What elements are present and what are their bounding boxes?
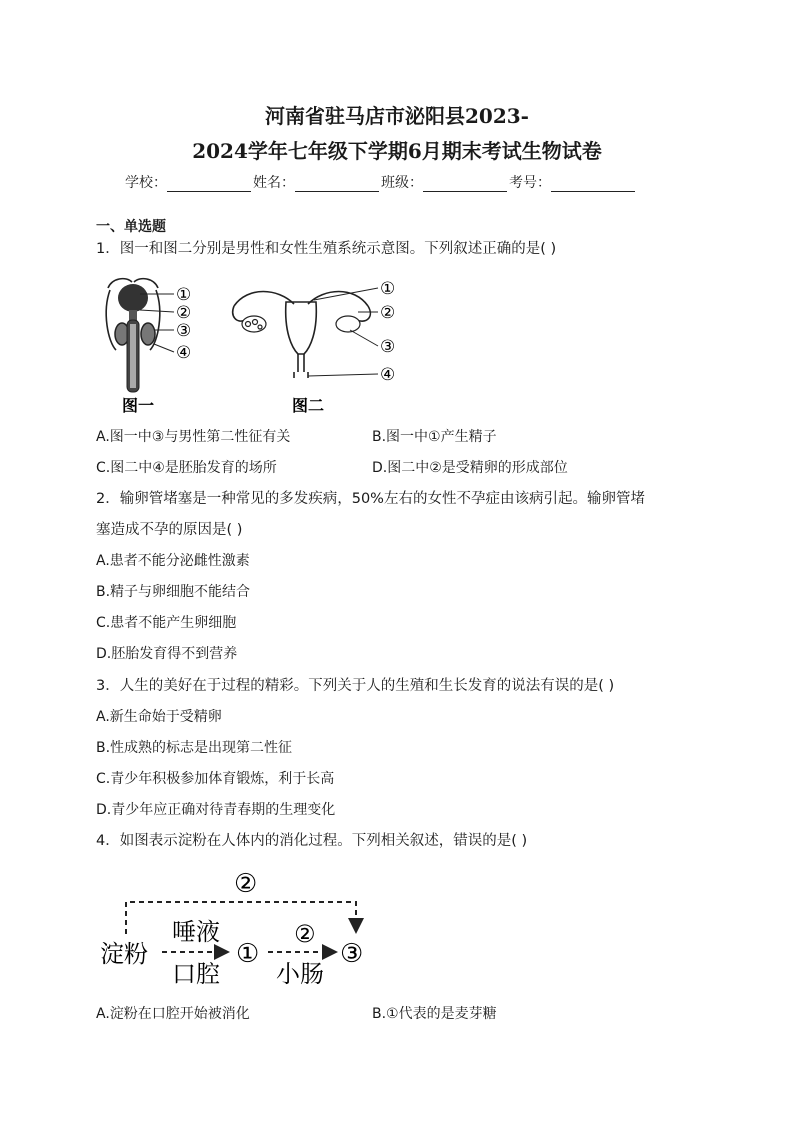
bypass-arrow — [126, 902, 356, 934]
diagram-n2-top: ② — [234, 869, 258, 899]
diagram-starch: 淀粉 — [100, 940, 148, 968]
marker-f1: ① — [380, 279, 396, 299]
q1-option-d[interactable]: D.图二中②是受精卵的形成部位 — [372, 460, 568, 476]
male-reproductive-figure — [98, 272, 208, 418]
diagram-n2-mid: ② — [294, 920, 316, 948]
school-blank[interactable] — [167, 176, 251, 192]
diagram-mouth: 口腔 — [172, 960, 220, 988]
q1-option-c[interactable]: C.图二中④是胚胎发育的场所 — [96, 460, 277, 476]
student-info-row — [125, 172, 685, 192]
marker-f3: ③ — [380, 337, 396, 357]
q3-stem: 3．人生的美好在于过程的精彩。下列关于人的生殖和生长发育的说法有误的是( ) — [96, 678, 615, 694]
exam-title-line2: 2024学年七年级下学期6月期末考试生物试卷 — [192, 139, 602, 163]
q2-option-c[interactable]: C.患者不能产生卵细胞 — [96, 615, 237, 631]
leader-line-4 — [154, 344, 174, 352]
diagram-n1: ① — [236, 939, 260, 969]
diagram-saliva: 唾液 — [172, 918, 220, 946]
marker-3: ③ — [176, 321, 192, 341]
ovary-right-shape — [336, 316, 360, 332]
q2-stem-line2: 塞造成不孕的原因是( ) — [96, 522, 243, 538]
bladder-shape — [118, 284, 148, 312]
fig2-caption: 图二 — [292, 396, 325, 415]
q4-option-b[interactable]: B.①代表的是麦芽糖 — [372, 1006, 497, 1022]
q1-stem: 1．图一和图二分别是男性和女性生殖系统示意图。下列叙述正确的是( ) — [96, 241, 557, 257]
q2-option-b[interactable]: B.精子与卵细胞不能结合 — [96, 584, 251, 600]
school-label: 学校： — [125, 175, 167, 191]
female-reproductive-figure — [228, 272, 408, 418]
q4-stem: 4．如图表示淀粉在人体内的消化过程。下列相关叙述，错误的是( ) — [96, 833, 528, 849]
exam-no-label: 考号： — [509, 175, 551, 191]
leader-line-2 — [140, 310, 174, 312]
q4-option-a[interactable]: A.淀粉在口腔开始被消化 — [96, 1006, 250, 1022]
q3-option-d[interactable]: D.青少年应正确对待青春期的生理变化 — [96, 802, 336, 818]
name-blank[interactable] — [295, 176, 379, 192]
leader-line-f4 — [308, 374, 378, 376]
q2-stem-line1: 2．输卵管堵塞是一种常见的多发疾病，50%左右的女性不孕症由该病引起。输卵管堵 — [96, 491, 645, 507]
leader-line-f3 — [350, 330, 378, 346]
diagram-n3: ③ — [340, 939, 364, 969]
fig1-caption: 图一 — [122, 396, 155, 415]
q3-option-c[interactable]: C.青少年积极参加体育锻炼，利于长高 — [96, 771, 335, 787]
q1-option-a[interactable]: A.图一中③与男性第二性征有关 — [96, 429, 291, 445]
diagram-small-intestine: 小肠 — [276, 960, 324, 988]
name-label: 姓名： — [253, 175, 295, 191]
q1-option-b[interactable]: B.图一中①产生精子 — [372, 429, 497, 445]
starch-digestion-diagram — [98, 862, 378, 992]
q3-option-b[interactable]: B.性成熟的标志是出现第二性征 — [96, 740, 293, 756]
oviduct-right-shape — [308, 292, 368, 307]
oviduct-left-shape — [234, 292, 294, 307]
uterus-shape — [286, 302, 317, 354]
vas-deferens-left-shape — [106, 290, 116, 350]
class-blank[interactable] — [423, 176, 507, 192]
marker-4: ④ — [176, 343, 192, 363]
marker-1: ① — [176, 285, 192, 305]
exam-no-blank[interactable] — [551, 176, 635, 192]
exam-title-line1: 河南省驻马店市泌阳县2023- — [265, 104, 529, 128]
vagina-shape — [298, 354, 304, 372]
marker-f4: ④ — [380, 365, 396, 385]
q2-option-a[interactable]: A.患者不能分泌雌性激素 — [96, 553, 250, 569]
q3-option-a[interactable]: A.新生命始于受精卵 — [96, 709, 222, 725]
class-label: 班级： — [381, 175, 423, 191]
testis-right-shape — [141, 323, 155, 345]
section-title: 一、单选题 — [96, 219, 166, 235]
q2-option-d[interactable]: D.胚胎发育得不到营养 — [96, 646, 238, 662]
marker-f2: ② — [380, 303, 396, 323]
marker-2: ② — [176, 303, 192, 323]
